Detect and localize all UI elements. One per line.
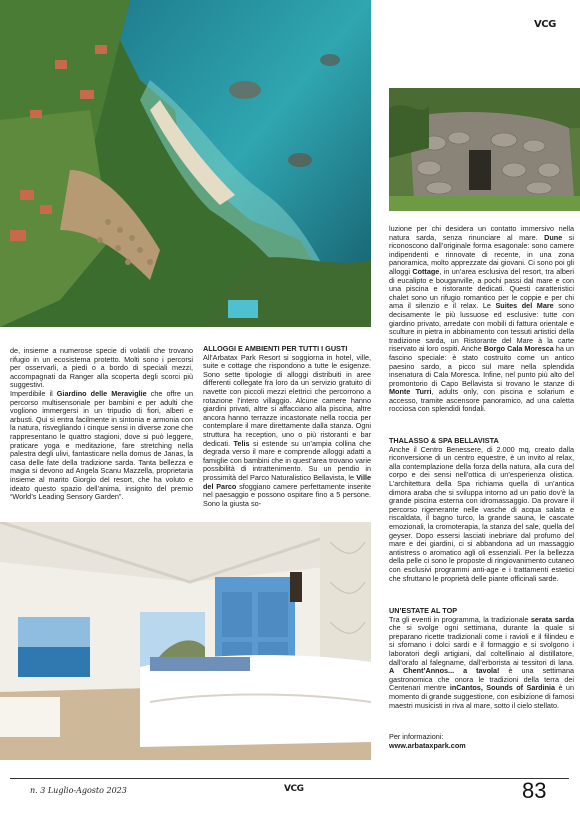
paragraph-text: , in un’area esclusiva del resort, tra alberi di eucalipto e bouganville, a pochi passi dal mare e con una piscina e ristorante dedicati. Questi caratteristici chalet sono un rifugio romantico per le coppie e per chi ama il silenzio e il relax. Le xyxy=(389,266,574,311)
paragraph xyxy=(10,347,193,390)
paragraph-text: che si svolge ogni settimana, durante la quale si preparano ricette tradizionali come i ravioli e il filindeu e si sfornano i dolci sardi e il formaggio e si svolgono i laboratori degli artigiani, dal coltellinaio al distillatore, dall’orafo al falegname, dall’erborista ai tessitori di lana. xyxy=(389,623,574,667)
info-label: Per informazioni: xyxy=(389,732,444,741)
article-column-3 xyxy=(389,225,574,414)
events-section xyxy=(389,607,574,710)
website-link[interactable]: www.arbataxpark.com xyxy=(389,740,466,750)
paragraph xyxy=(203,354,371,509)
paragraph-text: si estende su un’ampia collina che degrada verso il mare e comprende alloggi adatti a famiglie con bambini che in quest’area trovano varie possibilità di intrattenimento. Su un pendio in prossimità del Parco Naturalistico Bellavista, le xyxy=(203,438,371,482)
footer-logo: VCG xyxy=(284,784,304,794)
highlight-ville: Ville del Parco xyxy=(203,472,371,491)
aerial-resort-photo xyxy=(0,0,371,327)
highlight-cottage: Cottage xyxy=(412,266,440,276)
highlight-achent: A Chent’Annos... a tavola! xyxy=(389,666,500,676)
paragraph-text: che offre un percorso multisensoriale per bambini e per adulti che vogliono immergersi in un tripudio di fiori, alberi e arbusti. Qui si entra facilmente in sintonia e armonia con la natura, risvegliando i cinque sensi in diverse zone che rappresentano le quattro stagioni, dove si può leggere, praticare yoga e meditazione, fare stretching nella palestra degli ulivi, fantasticare nella domus de Janas, la casa delle fate della tradizione sarda. Tanta bellezza e magia si devono ad Angela Scanu Mazzella, proprietaria insieme al marito Giorgio del resort, che ha voluto e ideato questo spazio dell’anima, insignito del premio “World’s Leading Sensory Garden”. xyxy=(10,388,193,502)
article-column-1 xyxy=(10,347,193,502)
paragraph xyxy=(389,225,574,414)
magazine-logo: VCG xyxy=(534,19,556,30)
spa-section xyxy=(389,437,574,583)
info-block xyxy=(389,733,574,750)
issue-label: n. 3 Luglio-Agosto 2023 xyxy=(30,786,127,795)
paragraph-text: sfoggiano camere perfettamente inserite nel paesaggio e possono ospitare fino a 5 persone. Sono la giusta so- xyxy=(203,481,371,508)
paragraph-text: All’Arbatax Park Resort si soggiorna in hotel, ville, suite e cottage che rispondono a tutte le esigenze. Sono sette tipologie di alloggi distribuiti in aree differenti collegate fra loro da un servizio gratuito di navette con piccoli mezzi elettrici che percorrono a rotazione l’intero villaggio. Alcune camere hanno giardini privati, altre si affacciano alla piscina, altre ancora hanno terrazze incastonate nella roccia per contemplare il mare direttamente dalla stanza. Ogni struttura ha reception, uno o più ristoranti e bar dedicati. xyxy=(203,352,371,448)
paragraph-text: , adults only, con piscina e solarium e accesso, tramite ascensore panoramico, ad una caletta rocciosa con splendidi fondali. xyxy=(389,387,574,414)
section-heading: ALLOGGI E AMBIENTI PER TUTTI I GUSTI xyxy=(203,344,348,353)
paragraph-text: luzione per chi desidera un contatto immersivo nella natura sarda, senza rinunciare al mare. xyxy=(389,224,574,242)
bedroom-photo xyxy=(0,522,371,760)
paragraph xyxy=(389,616,574,711)
page-number: 83 xyxy=(522,778,547,803)
highlight-serata: serata sarda xyxy=(530,614,574,624)
highlight-dune: Dune xyxy=(544,232,563,242)
highlight-borgo: Borgo Cala Moresca xyxy=(483,344,554,354)
paragraph-text: sono decisamente le più lussuose ed esclusive: tutte con giardino privato, arredate con mobili di fattura orientale e sculture in pietra in abbinamento con tessuti artistici della tradizione sarda, un Ristorante del Mare à la carte riservato ai loro ospiti. Anche xyxy=(389,301,574,354)
article-column-2 xyxy=(203,345,371,508)
footer-divider xyxy=(10,778,569,779)
paragraph-text: si riconoscono dall’originale forma esagonale: sono camere indipendenti e rinnovate di recente, in una zona panoramica, molto apprezzate dai giovani. Ci sono poi gli alloggi xyxy=(389,232,574,276)
paragraph-text: Imperdibile il xyxy=(10,388,57,398)
paragraph xyxy=(10,390,193,502)
highlight-telis: Telis xyxy=(233,438,250,448)
paragraph-text: Tra gli eventi in programma, la tradizionale xyxy=(389,614,531,624)
paragraph-text: de, insieme a numerose specie di volatili che trovano rifugio in un ecosistema protetto. Molti sono i percorsi per osservarli, a piedi o a bordo di speciali mezzi, accompagnati da Ranger alla scoperta degli scorci più suggestivi. xyxy=(10,346,193,390)
paragraph-text: ha un fascino speciale: è stato costruito come un antico paesino sardo, a picco sul mare nella splendida insenatura di Cala Moresca. Infine, nel punto più alto del promontorio di Capo Bellavista si trovano le stanze di xyxy=(389,344,574,388)
highlight-incantos: inCantos, Sounds of Sardinia xyxy=(449,683,556,693)
highlight-suites: Suites del Mare xyxy=(495,301,554,311)
highlight-giardino: Giardino delle Meraviglie xyxy=(56,388,147,398)
highlight-monte-turri: Monte Turri xyxy=(389,387,432,397)
paragraph-text: è una settimana gastronomica che onora le tradizioni della terra dei Centenari mentre xyxy=(389,666,575,693)
paragraph-text: è un momento di grande suggestione, con esibizione di famosi maestri musicisti in riva al mare, sotto il cielo stellato. xyxy=(389,683,574,710)
paragraph: Anche il Centro Benessere, di 2.000 mq, creato dalla riconversione di un centro equestre, è un invito al relax, alla contemplazione della forza della natura, alla cura del corpo e dei sensi nell’ottica di un’esperienza olistica. L’architettura della Spa richiama quella di un’antica dimora araba che si sviluppa intorno ad un patio dov’è la grande piscina esterna con idromassaggio. Da provare il percorso rigenerante nelle vasche di acqua salata e riscaldata, il bagno turco, la grande sauna, le cascate emozionali, la cromoterapia, la stanza del sale, quella del geyser. Dopo essersi lasciati inebriare dal profumo del mare e dei giardini, ci si abbandona ad un massaggio antistress o aromatico agli oli essenziali. Per la bellezza della pelle ci sono le proposte di ringiovanimento cutaneo con esclusivi programmi anti-age e i trattamenti estetici che sfruttano le proprietà delle piante officinali sarde. xyxy=(389,444,574,583)
stone-cottage-photo xyxy=(389,88,580,211)
section-heading: THALASSO & SPA BELLAVISTA xyxy=(389,436,499,445)
section-heading: UN’ESTATE AL TOP xyxy=(389,606,458,615)
